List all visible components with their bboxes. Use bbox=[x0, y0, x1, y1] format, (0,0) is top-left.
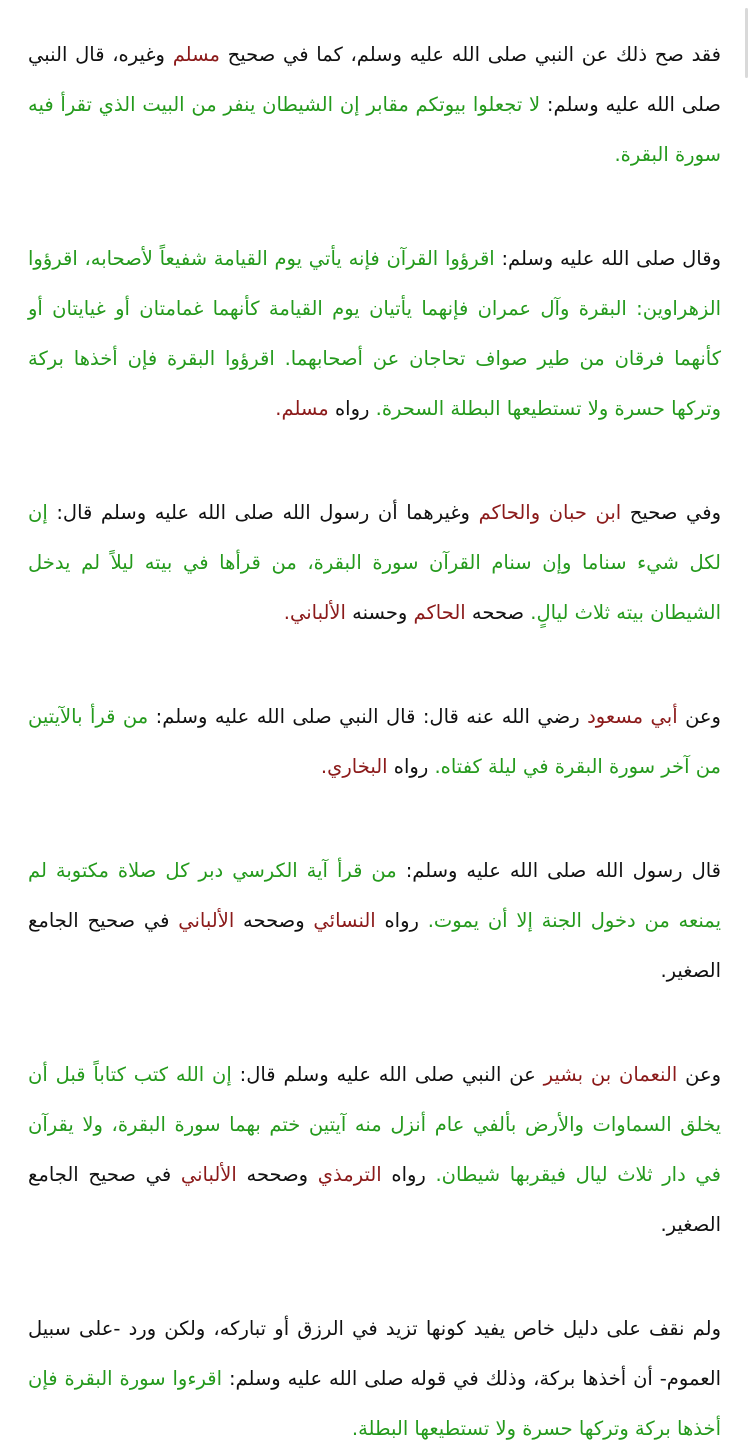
narrator-name[interactable]: الألباني. bbox=[283, 601, 346, 624]
hadith-quote: من قرأ آية الكرسي دبر كل صلاة مكتوبة لم يمنعه من دخول الجنة إلا أن يموت. bbox=[28, 859, 721, 932]
text-segment: في صحيح الجامع الصغير. bbox=[28, 909, 721, 982]
hadith-quote: إن لكل شيء سناما وإن سنام القرآن سورة البقرة، من قرأها في بيته ليلاً لم يدخل الشيطان بيته ثلاث ليالٍ. bbox=[28, 501, 721, 624]
narrator-name[interactable]: الحاكم bbox=[413, 601, 466, 624]
text-segment: ولم نقف على دليل خاص يفيد كونها تزيد في الرزق أو تباركه، ولكن ورد -على سبيل العموم- أن أخذها بركة، وذلك في قوله صلى الله عليه وسلم: bbox=[28, 1317, 721, 1390]
paragraph bbox=[28, 692, 721, 792]
hadith-quote: اقرءوا سورة البقرة فإن أخذها بركة وتركها حسرة ولا تستطيعها البطلة. bbox=[28, 1367, 721, 1440]
narrator-name[interactable]: مسلم. bbox=[275, 397, 329, 420]
text-segment: وعن bbox=[677, 1063, 721, 1086]
narrator-name[interactable]: ابن حبان والحاكم bbox=[478, 501, 622, 524]
hadith-quote: إن الله كتب كتاباً قبل أن يخلق السماوات والأرض بألفي عام أنزل منه آيتين ختم بهما سورة البقرة، ولا يقرآن في دار ثلاث ليال فيقربها شيطان. bbox=[28, 1063, 722, 1186]
text-segment: صححه bbox=[465, 601, 531, 624]
text-segment: رضي الله عنه قال: قال النبي صلى الله عليه وسلم: bbox=[148, 705, 588, 728]
text-segment: وغيرهما أن رسول الله صلى الله عليه وسلم قال: bbox=[47, 501, 479, 524]
text-segment: عن النبي صلى الله عليه وسلم قال: bbox=[231, 1063, 544, 1086]
text-segment: وفي صحيح bbox=[621, 501, 721, 524]
text-segment: في صحيح الجامع الصغير. bbox=[28, 1163, 721, 1236]
narrator-name[interactable]: النعمان بن بشير bbox=[543, 1063, 678, 1086]
text-segment: وصححه bbox=[236, 1163, 318, 1186]
hadith-quote: اقرؤوا القرآن فإنه يأتي يوم القيامة شفيعاً لأصحابه، اقرؤوا الزهراوين: البقرة وآل عمران فإنهما يأتيان يوم القيامة كأنهما غمامتان أو غيايتان أو كأنهما فرقان من طير صواف تحاجان عن أصحابهما. اقرؤوا البقرة فإن أخذها بركة وتركها حسرة ولا تستطيعها البطلة السحرة. bbox=[28, 247, 721, 420]
text-segment: وعن bbox=[677, 705, 721, 728]
text-segment: رواه bbox=[387, 755, 435, 778]
hadith-quote: من قرأ بالآيتين من آخر سورة البقرة في ليلة كفتاه. bbox=[28, 705, 721, 778]
narrator-name[interactable]: مسلم bbox=[172, 43, 220, 66]
hadith-quote: لا تجعلوا بيوتكم مقابر إن الشيطان ينفر من البيت الذي تقرأ فيه سورة البقرة. bbox=[28, 93, 721, 166]
text-segment: رواه bbox=[381, 1163, 436, 1186]
text-segment: فقد صح ذلك عن النبي صلى الله عليه وسلم، كما في صحيح bbox=[219, 43, 721, 66]
narrator-name[interactable]: الألباني bbox=[180, 1163, 237, 1186]
text-segment: وصححه bbox=[234, 909, 314, 932]
narrator-name[interactable]: الترمذي bbox=[317, 1163, 382, 1186]
paragraph bbox=[28, 1050, 721, 1250]
text-segment: وحسنه bbox=[345, 601, 414, 624]
narrator-name[interactable]: أبي مسعود bbox=[587, 705, 678, 728]
narrator-name[interactable]: الألباني bbox=[178, 909, 235, 932]
paragraph bbox=[28, 234, 721, 434]
text-segment: رواه bbox=[375, 909, 428, 932]
paragraph bbox=[28, 30, 721, 180]
narrator-name[interactable]: البخاري. bbox=[320, 755, 388, 778]
narrator-name[interactable]: النسائي bbox=[313, 909, 376, 932]
paragraph-list bbox=[28, 30, 721, 1454]
text-segment: قال رسول الله صلى الله عليه وسلم: bbox=[396, 859, 721, 882]
paragraph bbox=[28, 846, 721, 996]
text-segment: رواه bbox=[328, 397, 376, 420]
paragraph bbox=[28, 1304, 721, 1454]
text-segment: وقال صلى الله عليه وسلم: bbox=[494, 247, 721, 270]
text-segment: وغيره، قال النبي صلى الله عليه وسلم: bbox=[28, 43, 721, 116]
scroll-indicator[interactable] bbox=[745, 8, 748, 78]
paragraph bbox=[28, 488, 721, 638]
